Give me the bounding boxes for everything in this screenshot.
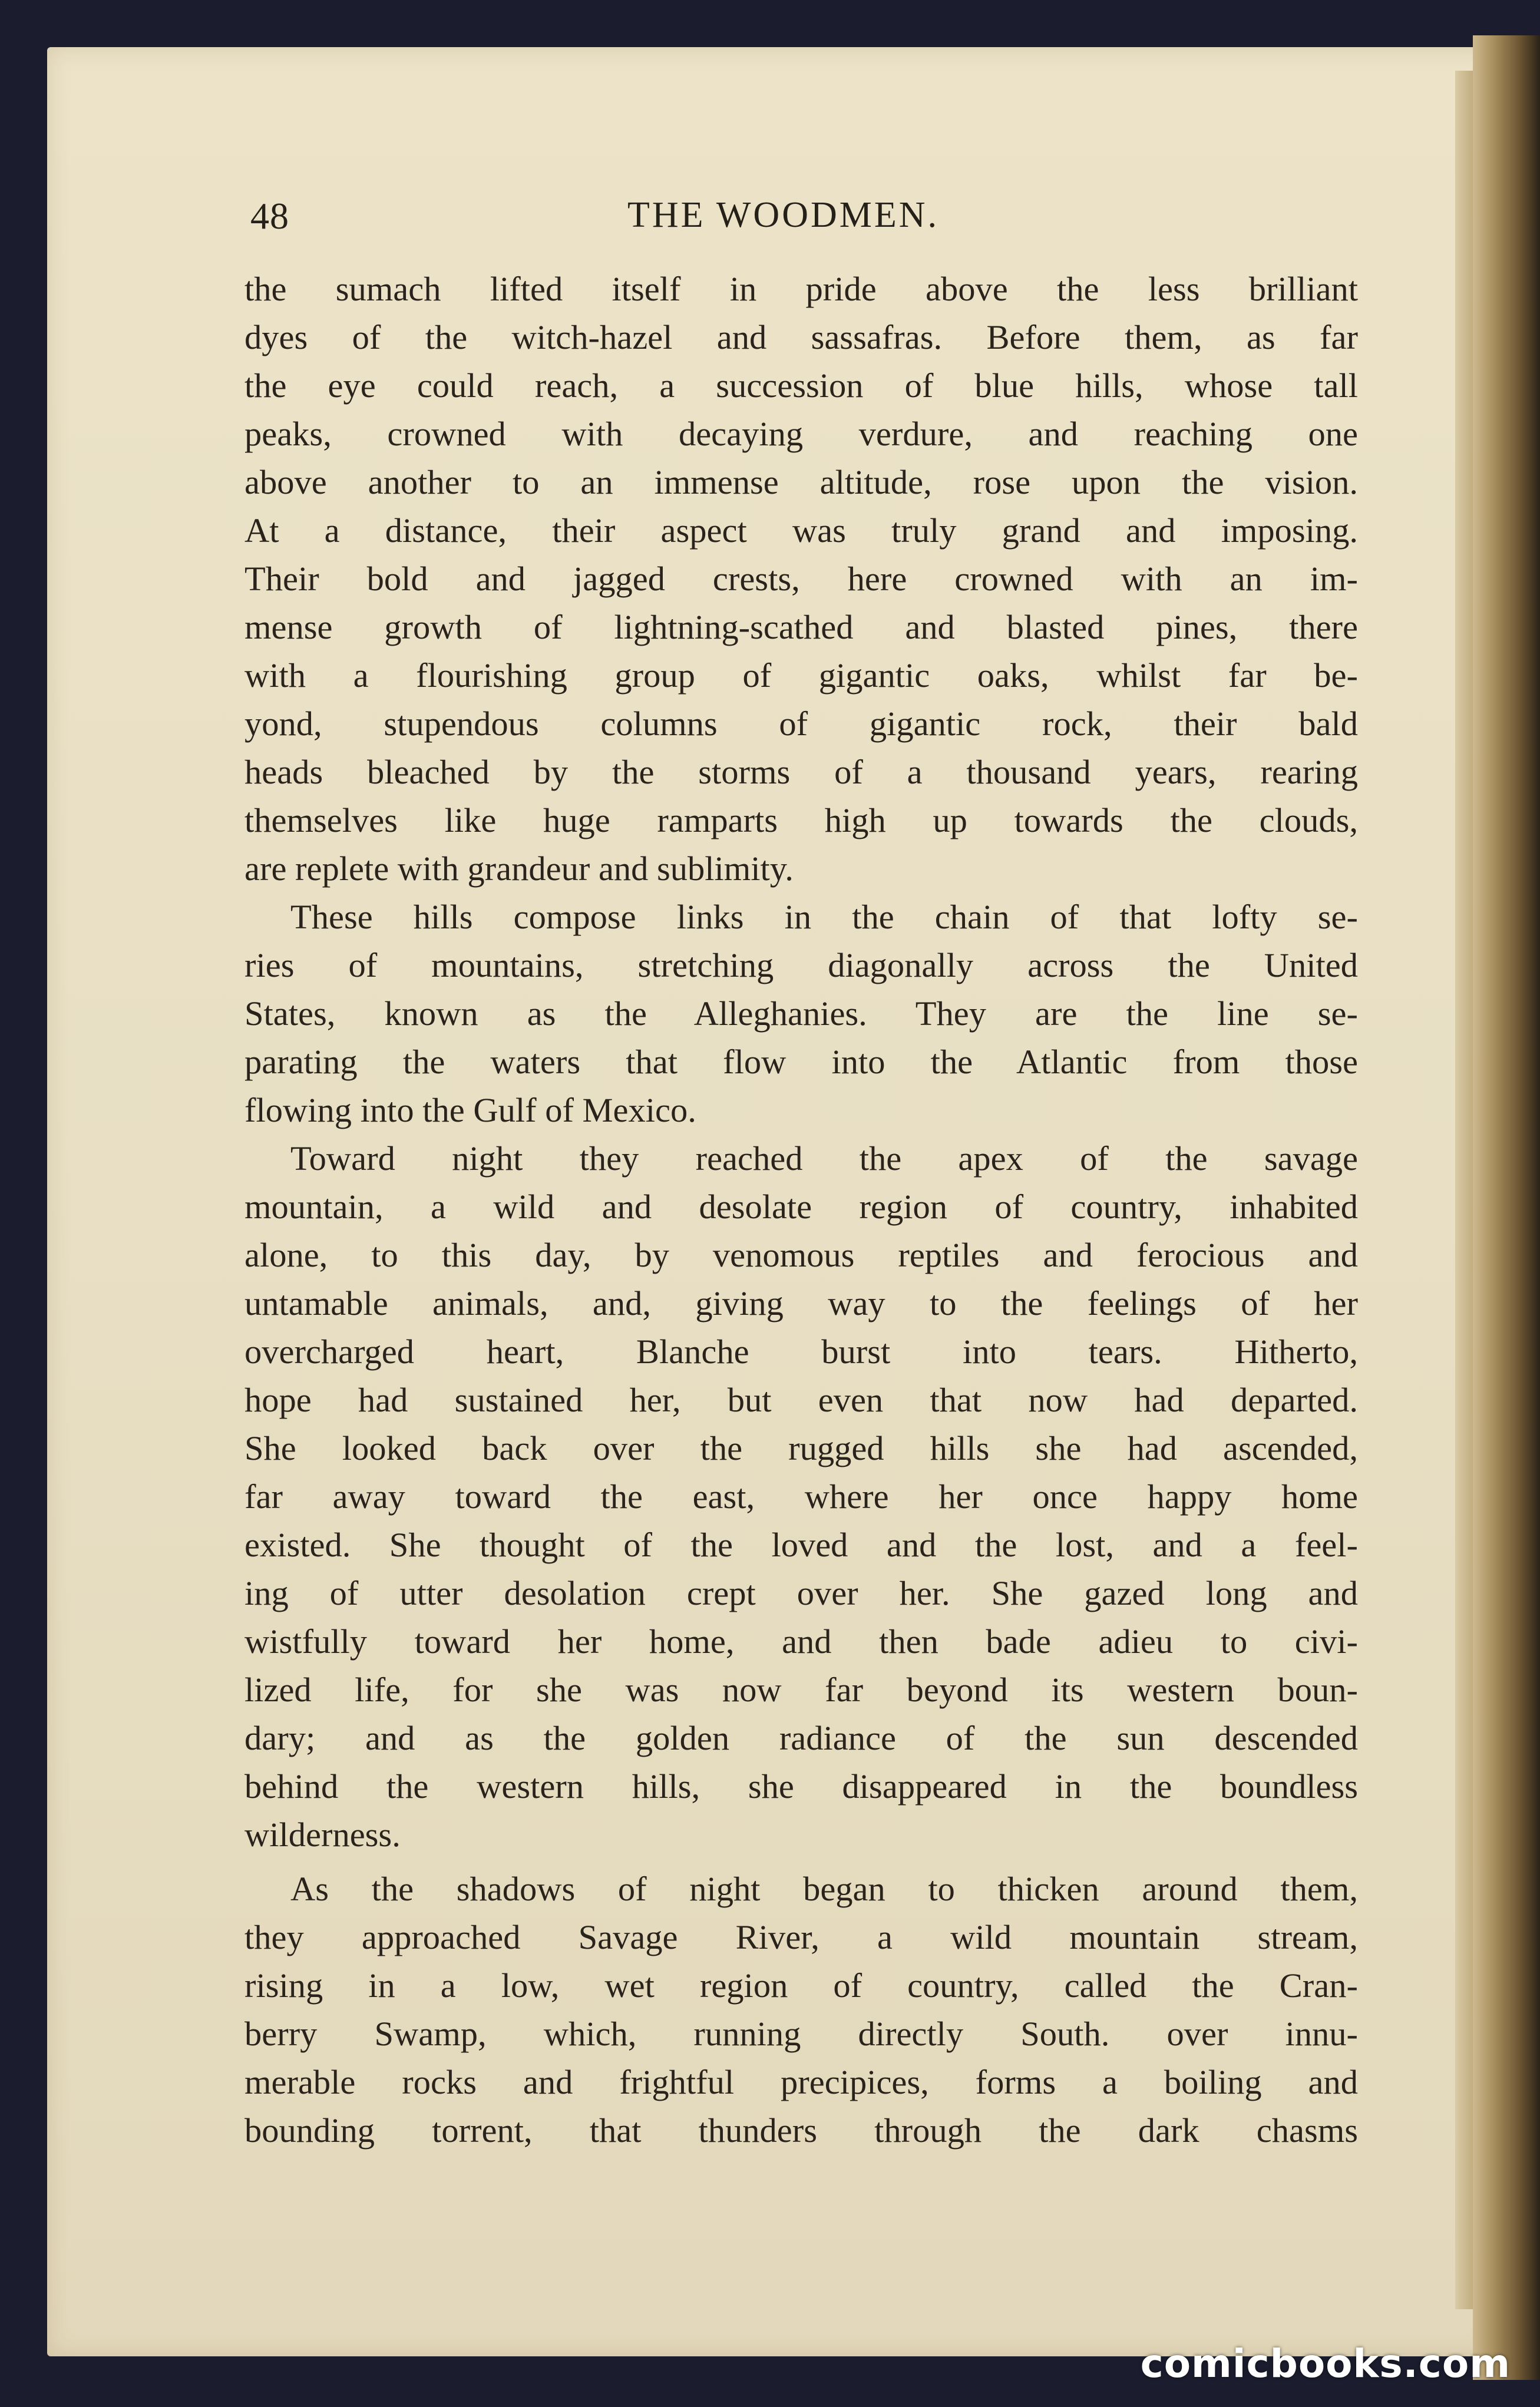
text-line: These hills compose links in the chain of that lofty se- (290, 898, 1358, 936)
book-spine (1473, 35, 1540, 2380)
body-text (244, 265, 1358, 2155)
text-line: with a flourishing group of gigantic oaks, whilst far be- (244, 656, 1358, 695)
paragraph-gap (244, 1859, 1358, 1865)
text-line: lized life, for she was now far beyond its western boun- (244, 1671, 1358, 1709)
text-line: heads bleached by the storms of a thousand years, rearing (244, 753, 1358, 791)
text-line: the sumach lifted itself in pride above the less brilliant (244, 270, 1358, 308)
text-line: existed. She thought of the loved and the lost, and a feel- (244, 1526, 1358, 1564)
text-line: wistfully toward her home, and then bade adieu to civi- (244, 1622, 1358, 1661)
text-line: yond, stupendous columns of gigantic rock, their bald (244, 705, 1358, 743)
text-line: ing of utter desolation crept over her. She gazed long and (244, 1574, 1358, 1612)
page-edge (1455, 71, 1473, 2309)
text-line: Toward night they reached the apex of the savage (290, 1139, 1358, 1178)
running-title: THE WOODMEN. (627, 195, 940, 235)
text-line: mountain, a wild and desolate region of country, inhabited (244, 1188, 1358, 1226)
text-line: wilderness. (244, 1816, 401, 1854)
text-line: At a distance, their aspect was truly grand and imposing. (244, 511, 1358, 550)
text-line: ries of mountains, stretching diagonally across the United (244, 946, 1358, 984)
text-line: themselves like huge ramparts high up towards the clouds, (244, 801, 1358, 839)
text-line: they approached Savage River, a wild mountain stream, (244, 1918, 1358, 1956)
text-line: alone, to this day, by venomous reptiles and ferocious and (244, 1236, 1358, 1274)
text-line: berry Swamp, which, running directly South. over innu- (244, 2015, 1358, 2053)
page-number: 48 (250, 195, 289, 237)
text-line: peaks, crowned with decaying verdure, and reaching one (244, 415, 1358, 453)
text-line: mense growth of lightning-scathed and blasted pines, there (244, 608, 1358, 646)
text-line: merable rocks and frightful precipices, forms a boiling and (244, 2063, 1358, 2101)
text-line: untamable animals, and, giving way to the feelings of her (244, 1284, 1358, 1322)
text-line: rising in a low, wet region of country, called the Cran- (244, 1966, 1358, 2005)
watermark: comicbooks.com (1140, 2341, 1511, 2386)
text-line: dary; and as the golden radiance of the sun descended (244, 1719, 1358, 1757)
text-line: bounding torrent, that thunders through the dark chasms (244, 2111, 1358, 2150)
text-line: hope had sustained her, but even that now had departed. (244, 1381, 1358, 1419)
text-line: overcharged heart, Blanche burst into tears. Hitherto, (244, 1333, 1358, 1371)
text-line: behind the western hills, she disappeared in the boundless (244, 1767, 1358, 1806)
text-line: States, known as the Alleghanies. They are the line se- (244, 994, 1358, 1033)
text-line: As the shadows of night began to thicken around them, (290, 1870, 1358, 1908)
text-line: flowing into the Gulf of Mexico. (244, 1091, 696, 1129)
page-header (250, 194, 1358, 242)
text-line: above another to an immense altitude, rose upon the vision. (244, 463, 1358, 501)
text-line: Their bold and jagged crests, here crowned with an im- (244, 560, 1358, 598)
text-line: are replete with grandeur and sublimity. (244, 849, 794, 888)
text-line: the eye could reach, a succession of blue hills, whose tall (244, 366, 1358, 405)
text-line: dyes of the witch-hazel and sassafras. Before them, as far (244, 318, 1358, 356)
text-line: far away toward the east, where her once happy home (244, 1477, 1358, 1516)
text-line: parating the waters that flow into the Atlantic from those (244, 1043, 1358, 1081)
text-line: She looked back over the rugged hills she had ascended, (244, 1429, 1358, 1467)
